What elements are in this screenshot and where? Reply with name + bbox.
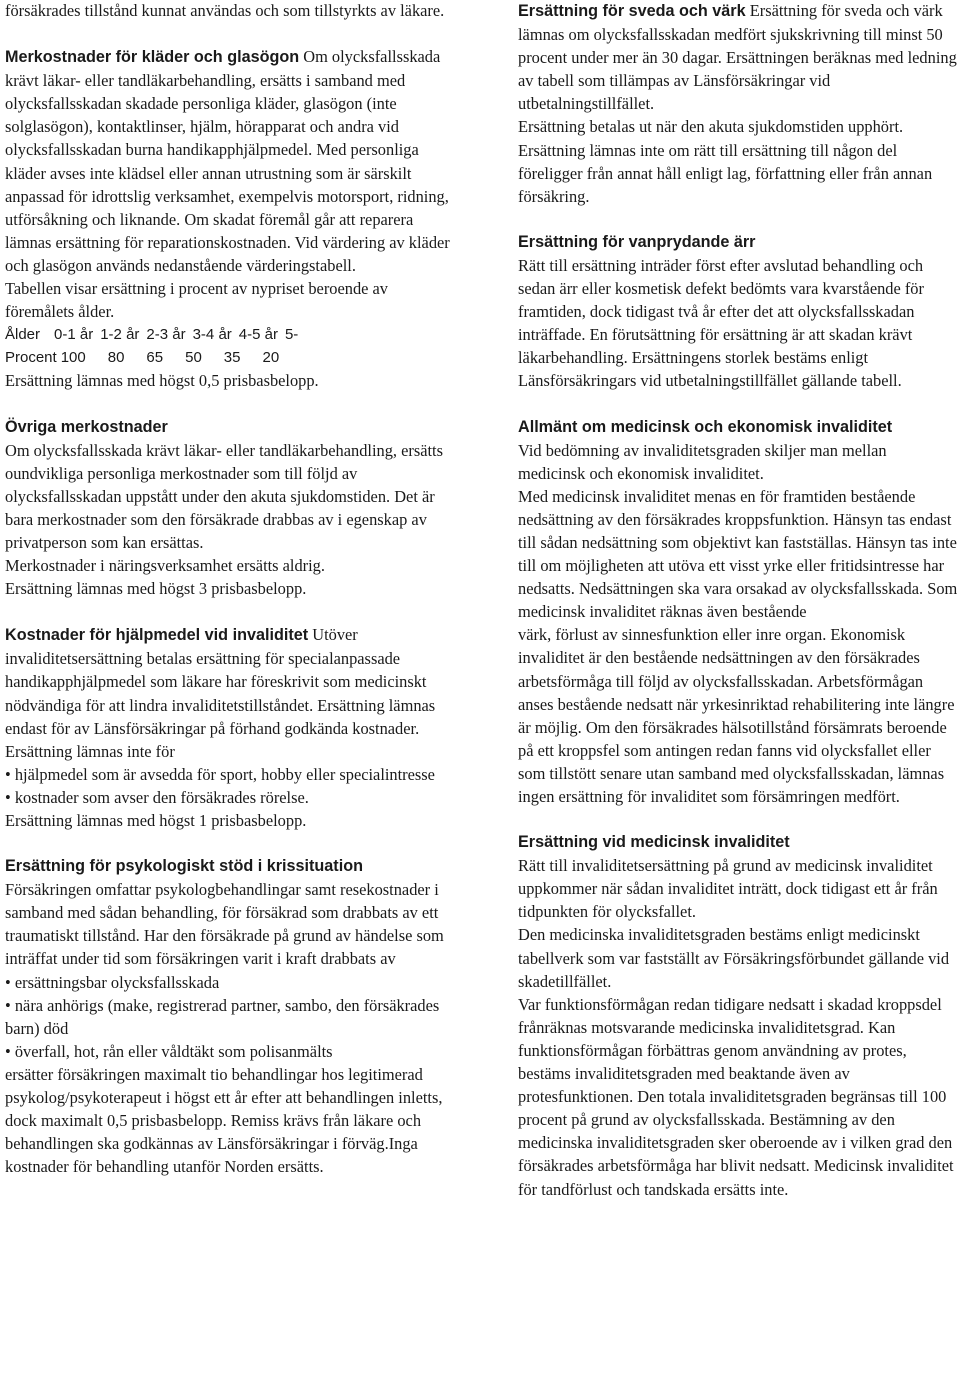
merkostnader-text-3: Om skadat föremål går att reparera lämnas ersättning för reparationskostnaden. Vid värdering av kläder och glasögon används nedanstående värderingstabell. xyxy=(5,209,450,275)
sveda-text-3: Ersättning betalas ut när den akuta sjukdomstiden upphört. xyxy=(518,117,904,137)
section-ovriga xyxy=(5,416,453,601)
value-table-age-row xyxy=(5,323,453,346)
ovriga-heading: Övriga merkostnader xyxy=(5,417,168,436)
psykologiskt-bullet: • nära anhörigs (make, registrerad partner, sambo, den försäkrades barn) död xyxy=(5,994,453,1040)
medicinsk-text-1: Rätt till invaliditetsersättning på grund av medicinsk invaliditet uppkommer när sådan invaliditet inträtt, dock tidigast ett år från tidpunkten för olycksfallet. xyxy=(518,856,938,922)
value-table-percent: 65 xyxy=(146,349,164,367)
intro-paragraph: försäkrades tillstånd kunnat användas och som tillstyrkts av läkare. xyxy=(5,1,445,20)
sveda-paragraph-2 xyxy=(518,115,958,207)
psykologiskt-bullet: • överfall, hot, rån eller våldtäkt som polisanmälts xyxy=(5,1040,453,1063)
ovriga-text-3: Merkostnader i näringsverksamhet ersätts aldrig. xyxy=(5,556,325,576)
hjalpmedel-bullet: • hjälpmedel som är avsedda för sport, hobby eller specialintresse xyxy=(5,763,453,786)
section-hjalpmedel xyxy=(5,623,453,832)
section-sveda xyxy=(518,0,958,208)
medicinsk-heading: Ersättning vid medicinsk invaliditet xyxy=(518,833,790,852)
value-table-age: 0-1 år xyxy=(54,326,94,344)
value-table-age: 5- xyxy=(284,326,299,344)
section-merkostnader xyxy=(5,45,453,392)
medicinsk-text-4: Kan funktionsförmågan förbättras genom användning av protes, bestäms invaliditetsgraden med beaktande även av protesfunktionen. xyxy=(518,1017,907,1107)
allmant-text-10: Om den försäkrades hälsotillstånd försämrats beroende på ett kroppsfel som antingen redan fanns vid olycksfallet eller som tillstött senare utan samband med olycksfallsskadan, lämnas ingen ersättning för invaliditet som försämringen medfört. xyxy=(518,717,947,806)
sveda-text-4: Ersättning lämnas inte om rätt till ersättning till någon del föreligger från annat håll enligt lag, författning eller från annan försäkring. xyxy=(518,140,933,206)
hjalpmedel-paragraph xyxy=(5,623,453,739)
allmant-text-5: Nedsättningen ska vara orsakad av olycksfallsskada. xyxy=(579,579,924,599)
value-table-age: 1-2 år xyxy=(100,326,140,344)
section-psykologiskt xyxy=(5,855,453,1178)
sveda-heading: Ersättning för sveda och värk xyxy=(518,2,746,20)
hjalpmedel-text-1: Utöver invaliditetsersättning betalas ersättning för specialanpassade handikapphjälpmedel som läkare har föreskrivit som medicinskt nödvändiga för att lindra invaliditetstillståndet. xyxy=(5,625,427,715)
allmant-text-2: Med medicinsk invaliditet menas en för framtiden bestående nedsättning av den försäkrades kroppsfunktion. xyxy=(518,486,916,529)
ovriga-max: Ersättning lämnas med högst 3 prisbasbelopp. xyxy=(5,579,307,599)
arr-paragraph xyxy=(518,254,958,393)
merkostnader-heading: Merkostnader för kläder och glasögon xyxy=(5,48,300,67)
section-arr xyxy=(518,231,958,393)
sveda-paragraph xyxy=(518,0,958,115)
merkostnader-text-2: Med personliga kläder avses inte klädsel eller annan utrustning som är särskilt anpassad för idrottslig verksamhet, exempelvis motorsport, ridning, utförsåkning och liknande. xyxy=(5,140,449,229)
value-table-age: 3-4 år xyxy=(192,326,232,344)
arr-heading: Ersättning för vanprydande ärr xyxy=(518,232,756,251)
medicinsk-text-2: Den medicinska invaliditetsgraden bestäms enligt medicinskt tabellverk som var fastställt av Försäkringsförbundet gällande vid skadetillfället. xyxy=(518,925,950,991)
psykologiskt-bullet: • ersättningsbar olycksfallsskada xyxy=(5,971,453,994)
sveda-text-1: Ersättning för sveda och värk lämnas om olycksfallsskadan medfört sjukskrivning till minst 50 procent under mer än 30 dagar. xyxy=(518,1,943,68)
medicinsk-paragraph xyxy=(518,993,958,1201)
value-table-percent: 100 xyxy=(60,349,86,367)
hjalpmedel-max: Ersättning lämnas med högst 1 prisbasbelopp. xyxy=(5,811,307,830)
allmant-text-7: värk, förlust av sinnesfunktion eller inre organ. xyxy=(518,625,827,645)
hjalpmedel-text-3: Ersättning lämnas inte för xyxy=(5,741,175,761)
merkostnader-text-4: Tabellen visar ersättning i procent av nypriset beroende av föremålets ålder. xyxy=(5,279,388,322)
arr-text-3: Ersättningens storlek bestäms enligt Länsförsäkringars vid utbetalningstillfället gällande tabell. xyxy=(518,348,902,391)
merkostnader-text-1: Om olycksfallsskada krävt läkar- eller tandläkarbehandling, ersätts i samband med olycksfallsskadan skadade personliga kläder, glasögon (inte solglasögon), kontaktlinser, hjälm, hörapparat och andra vid olycksfallsskadan burna handikapphjälpmedel. xyxy=(5,47,441,160)
medicinsk-text-5: Den totala invaliditetsgraden begränsas till 100 procent på grund av olycksfallsskada. xyxy=(518,1087,947,1130)
medicinsk-text-3: Var funktionsförmågan redan tidigare nedsatt i skadad kroppsdel frånräknas motsvarande medicinska invaliditetsgrad. xyxy=(518,994,942,1037)
hjalpmedel-text-2: Ersättning lämnas endast för av Länsförsäkringar på förhand godkända kostnader. xyxy=(5,695,436,738)
psykologiskt-text-3: ersätter försäkringen maximalt tio behandlingar hos legitimerad psykolog/psykoterapeut i högst ett år efter att behandlingen inletts, dock maximalt 0,5 prisbasbelopp. Remiss krävs från läkare och behandlingen ska godkännas av Länsförsäkringar i förväg.Inga kostnader för behandling utanför Norden ersätts. xyxy=(5,1064,443,1177)
value-table-percent-label: Procent xyxy=(5,349,57,367)
arr-text-2: En förutsättning för ersättning är att skadan krävt läkarbehandling. xyxy=(518,325,913,368)
allmant-paragraph xyxy=(518,485,958,624)
section-medicinsk xyxy=(518,831,958,1201)
allmant-paragraph-2 xyxy=(518,623,958,808)
value-table-percent-row xyxy=(5,346,453,369)
ovriga-text-2: Det är bara merkostnader som den försäkrade drabbas av i egenskap av privatperson som kan ersättas. xyxy=(5,486,435,552)
psykologiskt-paragraph xyxy=(5,878,453,970)
left-column xyxy=(5,0,453,1178)
sveda-text-2: Ersättningen beräknas med ledning av tabell som tillämpas av Länsförsäkringar vid utbetalningstillfället. xyxy=(518,48,957,114)
allmant-text-9: Arbetsförmågan anses bestående nedsatt när yrkesinriktad rehabilitering inte längre är möjlig. xyxy=(518,671,955,737)
value-table-age: 2-3 år xyxy=(146,326,186,344)
ovriga-text-1: Om olycksfallsskada krävt läkar- eller tandläkarbehandling, ersätts oundvikliga personliga merkostnader som till följd av olycksfallsskadan uppstått under den akuta sjukdomstiden. xyxy=(5,440,443,506)
medicinsk-text-7: Medicinsk invaliditet för tandförlust och tandskada ersätts inte. xyxy=(518,1156,954,1199)
value-table-percent: 20 xyxy=(262,349,280,367)
allmant-text-6: Som medicinsk invaliditet räknas även bestående xyxy=(518,579,958,622)
allmant-text-1: Vid bedömning av invaliditetsgraden skiljer man mellan medicinsk och ekonomisk invaliditet. xyxy=(518,440,887,483)
hjalpmedel-bullet: • kostnader som avser den försäkrades rörelse. xyxy=(5,786,453,809)
value-table-age: 4-5 år xyxy=(238,326,278,344)
psykologiskt-text-1: Försäkringen omfattar psykologbehandlingar samt resekostnader i samband med sådan behandling, för försäkrad som drabbats av ett traumatiskt tillstånd. xyxy=(5,880,439,946)
value-table-percent: 80 xyxy=(107,349,125,367)
value-table-percent: 50 xyxy=(185,349,202,367)
psykologiskt-heading: Ersättning för psykologiskt stöd i krissituation xyxy=(5,857,363,876)
arr-text-1: Rätt till ersättning inträder först efter avslutad behandling och sedan ärr eller kosmetisk defekt bedömts vara kvarstående för framtiden, dock tidigast två år efter det att olycksfallsskadan inträffade. xyxy=(518,255,924,345)
ovriga-paragraph xyxy=(5,439,453,554)
allmant-text-3: Hänsyn tas endast till sådan nedsättning som objektivt kan fastställas. xyxy=(518,509,952,552)
merkostnader-max: Ersättning lämnas med högst 0,5 prisbasbelopp. xyxy=(5,371,319,391)
allmant-heading: Allmänt om medicinsk och ekonomisk invaliditet xyxy=(518,417,893,436)
section-allmant xyxy=(518,416,958,809)
value-table-age-label: Ålder xyxy=(5,326,41,344)
psykologiskt-text-2: Har den försäkrade på grund av händelse som inträffat under tid som försäkringen varit i kraft drabbats av xyxy=(5,926,444,969)
medicinsk-text-6: Bestämning av den medicinska invaliditetsgraden sker oberoende av i vilken grad den försäkrades arbetsförmåga har blivit nedsatt. xyxy=(518,1110,953,1176)
allmant-text-4: Hänsyn tas inte till om möjligheten att utöva ett visst yrke eller fritidsintresse har nedsatts. xyxy=(518,532,957,599)
value-table-percent: 35 xyxy=(223,349,241,367)
right-column xyxy=(518,0,958,1201)
hjalpmedel-heading: Kostnader för hjälpmedel vid invaliditet xyxy=(5,626,309,645)
merkostnader-paragraph xyxy=(5,45,453,277)
allmant-text-8: Ekonomisk invaliditet är den bestående nedsättningen av den försäkrades arbetsförmåga till följd av olycksfallsskadan. xyxy=(518,625,920,691)
